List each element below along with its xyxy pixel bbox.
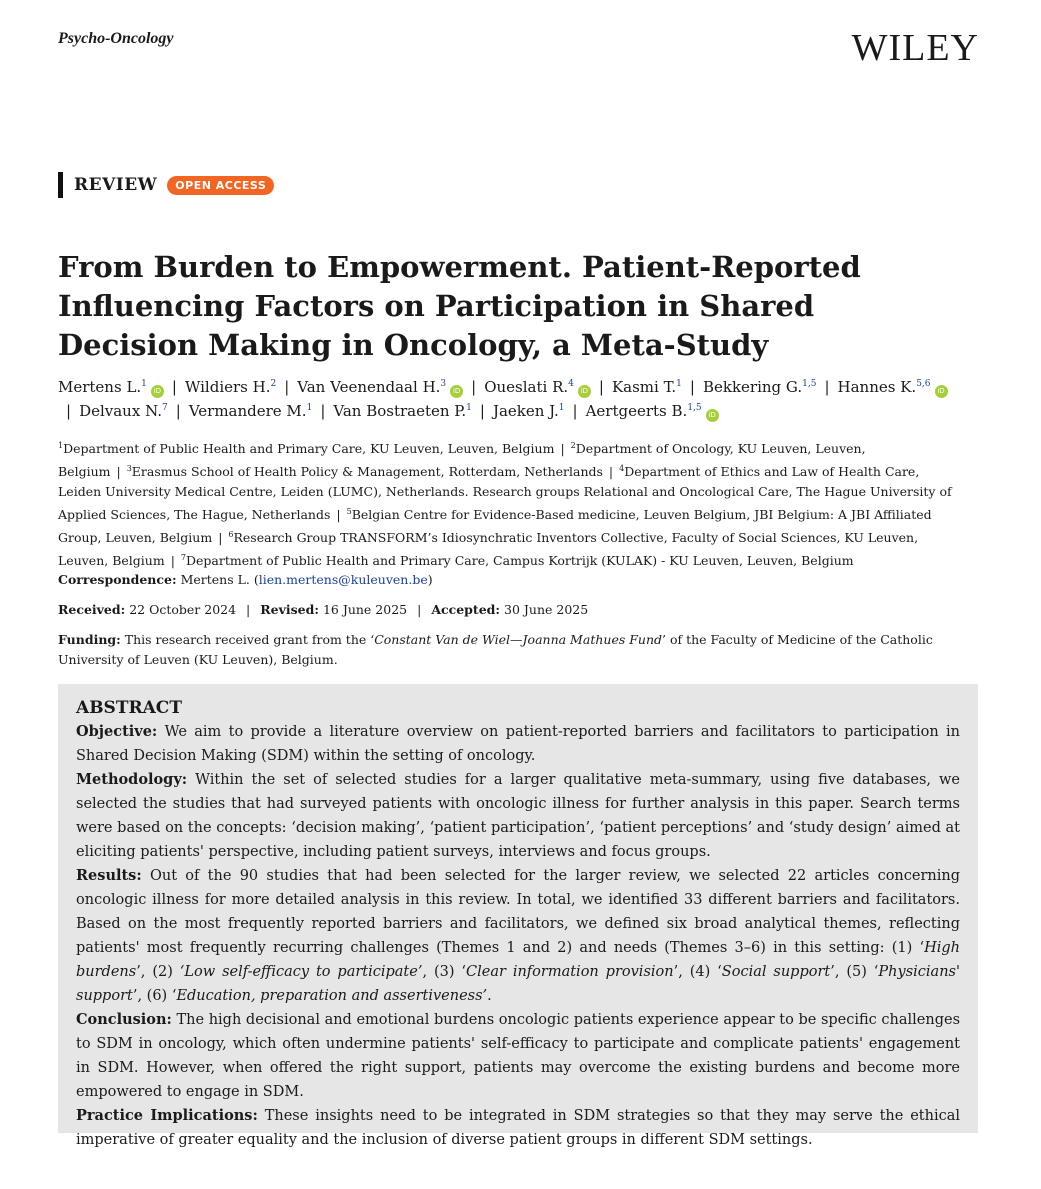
affiliation [181,553,854,568]
affiliation-number: 1 [58,441,64,450]
affiliation-text: Department of Ethics and Law of Health Care, Leiden University Medical Centre, Leiden (LUMC), Netherlands. Research groups Relational and Oncological Care, The Hague University of Applied Sciences, The Hague, Netherlands [58,464,952,522]
author-name[interactable]: Aertgeerts B. [585,402,688,420]
author-separator: | [66,402,72,420]
author[interactable] [297,378,463,396]
author-separator: | [171,378,177,396]
author-affiliation-sup: 2 [270,379,277,389]
accepted-date: 30 June 2025 [504,602,589,617]
practice-text: These insights need to be integrated in SDM strategies so that they may serve the ethical imperative of greater equality and the inclusion of diverse patient groups in different SDM settings. [76,1108,961,1148]
correspondence-email[interactable]: lien.mertens@kuleuven.be [258,572,428,587]
author-name[interactable]: Delvaux N. [79,402,163,420]
author[interactable] [58,378,164,396]
methodology-label: Methodology: [76,771,188,788]
objective-text: We aim to provide a literature overview on patient-reported barriers and facilitators to participation in Shared Decision Making (SDM) within the setting of oncology. [76,724,961,764]
affiliation-number: 7 [180,553,187,562]
affiliation-separator: | [608,464,614,479]
section-label: REVIEW [74,175,158,195]
author-name[interactable]: Van Bostraeten P. [333,402,467,420]
funding-fund-name: Constant Van de Wiel—Joanna Mathues Fund [374,632,662,647]
revised-date: 16 June 2025 [322,602,408,617]
author-separator: | [572,402,578,420]
affiliation [127,464,603,479]
revised-label: Revised: [260,602,319,617]
author-name[interactable]: Kasmi T. [611,378,677,396]
article-type [58,172,274,198]
affiliation-text: Erasmus School of Health Policy & Management, Rotterdam, Netherlands [131,464,603,479]
theme-4: Social support [721,964,831,980]
publisher-logo: WILEY [851,27,979,69]
author[interactable] [703,378,817,396]
theme-1-sep: ’, (2) [136,964,180,980]
author-separator: | [689,378,695,396]
author-affiliation-sup: 1,5 [687,403,702,413]
correspondence: Correspondence: Mertens L. (lien.mertens@kuleuven.be) [58,572,433,587]
author-affiliation-sup: 1 [306,403,313,413]
conclusion-text: The high decisional and emotional burdens oncologic patients experience appear to be specific challenges to SDM in oncology, which often undermine patients' self-efficacy to participate and complicate patients' engagement in SDM. However, when offered the right support, patients may overcome the existing burdens and become more empowered to engage in SDM. [76,1012,961,1100]
author-affiliation-sup: 4 [568,379,574,389]
affiliation-number: 2 [570,441,576,450]
author-affiliation-sup: 1 [466,403,472,413]
author-name[interactable]: Mertens L. [58,378,142,396]
affiliations [58,436,958,571]
author-separator: | [320,402,326,420]
affiliation-separator: | [218,530,223,545]
article-dates: Received: 22 October 2024 | Revised: 16 June 2025 | Accepted: 30 June 2025 [58,602,589,617]
theme-5-sep: ’, (6) ‘ [132,988,177,1004]
affiliation-separator: | [170,553,175,568]
author-affiliation-sup: 1 [141,379,147,389]
author[interactable] [185,378,276,396]
orcid-icon[interactable]: iD [151,385,164,398]
affiliation-separator: | [336,507,341,522]
author[interactable] [333,402,472,420]
affiliation-number: 5 [346,507,352,516]
abstract-practice [76,1104,960,1152]
theme-2-sep: , (3) ‘ [422,964,467,980]
author-name[interactable]: Wildiers H. [184,378,271,396]
funding [58,630,968,670]
author-affiliation-sup: 3 [440,379,447,389]
author-name[interactable]: Jaeken J. [492,402,559,420]
orcid-icon[interactable]: iD [450,385,463,398]
section-bar [58,172,63,198]
results-text: Out of the 90 studies that had been selected for the larger review, we selected 22 articles concerning oncologic illness for more detailed analysis in this review. In total, we identified 33 different barriers and facilitators. Based on the most frequently reported barriers and facilitators, we defined six broad analytical themes, reflecting patients' most frequently recurring challenges (Themes 1 and 2) and needs (Themes 3–6) in this setting: (1) ‘ [76,868,961,956]
affiliation-number: 4 [619,464,625,473]
theme-3-sep: ’, (4) ‘ [673,964,722,980]
results-label: Results: [76,867,142,884]
author[interactable] [484,378,591,396]
conclusion-label: Conclusion: [76,1011,172,1028]
orcid-icon[interactable]: iD [706,409,719,422]
methodology-text: Within the set of selected studies for a larger qualitative meta-summary, using five databases, we selected the studies that had surveyed patients with oncologic illness for further analysis in this paper. Search terms were based on the concepts: ‘decision making’, ‘patient participation’, ‘patient perceptions’ and ‘study design’ aimed at eliciting patients' perspective, including patient surveys, interviews and focus groups. [76,772,960,860]
abstract-results [76,864,960,1008]
objective-label: Objective: [76,723,158,740]
author-affiliation-sup: 1,5 [802,379,817,389]
author-separator: | [175,402,181,420]
theme-6: Education, preparation and assertiveness’. [176,988,492,1004]
affiliation-number: 6 [228,530,234,539]
author-separator: | [284,378,290,396]
author-affiliation-sup: 1 [558,403,565,413]
author[interactable] [189,402,313,420]
author[interactable] [586,402,719,420]
author-separator: | [598,378,604,396]
abstract-objective [76,720,960,768]
funding-text-post: ’ of the Faculty of Medicine of the Catholic University of Leuven (KU Leuven), Belgium. [58,632,933,667]
author-list [58,374,968,422]
theme-2: ‘Low self-efficacy to participate’ [179,964,423,980]
orcid-icon[interactable]: iD [578,385,591,398]
author-name[interactable]: Hannes K. [837,378,917,396]
author-affiliation-sup: 5,6 [916,379,931,389]
author[interactable] [79,402,168,420]
affiliation-text: Department of Public Health and Primary Care, Campus Kortrijk (KULAK) - KU Leuven, Leuven, Belgium [186,553,854,568]
author-name[interactable]: Van Veenendaal H. [297,378,441,396]
affiliation-text: Research Group TRANSFORM’s Idiosynchratic Inventors Collective, Faculty of Social Sciences, KU Leuven, Leuven, Belgium [58,530,919,568]
affiliation-text: Department of Oncology, KU Leuven, Leuven, Belgium [58,441,866,479]
author-separator: | [824,378,830,396]
correspondence-label: Correspondence: [58,572,177,587]
open-access-badge: OPEN ACCESS [167,176,274,195]
accepted-label: Accepted: [431,602,501,617]
author[interactable] [493,402,565,420]
affiliation-separator: | [116,464,121,479]
author[interactable] [838,378,948,396]
article-title: From Burden to Empowerment. Patient-Reported Influencing Factors on Participation in Shared Decision Making in Oncology, a Meta-Study [58,250,861,362]
theme-4-sep: ’, (5) ‘ [830,964,879,980]
author[interactable] [612,378,682,396]
theme-3: Clear information provision [466,964,674,980]
correspondence-name: Mertens L. [180,572,250,587]
received-date: 22 October 2024 [129,602,237,617]
funding-label: Funding: [58,632,121,647]
abstract-methodology [76,768,960,864]
theme-5: Physicians' support [76,964,960,1004]
affiliation-separator: | [560,441,565,456]
author-name[interactable]: Vermandere M. [188,402,307,420]
theme-1: High burdens [76,940,960,980]
author-name[interactable]: Oueslati R. [484,378,569,396]
practice-label: Practice Implications: [76,1107,258,1124]
funding-text-pre: This research received grant from the ‘ [124,632,375,647]
journal-name: Psycho-Oncology [58,30,174,47]
author-separator: | [471,378,477,396]
affiliation [58,441,554,456]
author-name[interactable]: Bekkering G. [702,378,803,396]
author-affiliation-sup: 7 [162,403,168,413]
affiliation-number: 3 [126,464,132,473]
received-label: Received: [58,602,126,617]
affiliation-text: Department of Public Health and Primary Care, KU Leuven, Leuven, Belgium [63,441,555,456]
orcid-icon[interactable]: iD [935,385,948,398]
abstract-box [58,684,978,1148]
abstract-heading: ABSTRACT [76,698,182,718]
author-affiliation-sup: 1 [676,379,682,389]
affiliation-text: Belgian Centre for Evidence-Based medicine, Leuven Belgium, JBI Belgium: A JBI Affiliated Group, Leuven, Belgium [58,507,932,545]
abstract-conclusion [76,1008,960,1104]
author-separator: | [479,402,485,420]
